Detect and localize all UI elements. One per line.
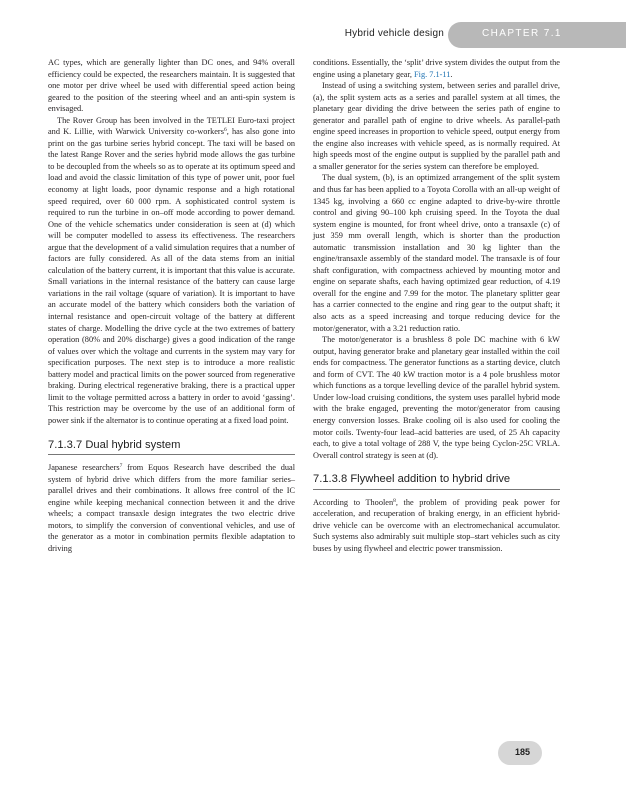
reference-superscript[interactable]: 8 bbox=[393, 497, 396, 504]
paragraph: Instead of using a switching system, between series and parallel drive, (a), the split system acts as a series and parallel system at all times, the planetary gear dividing the drive between the series path of engine to generator and parallel path of engine to drive wheels. As parallel-path engine speed increases in proportion to vehicle speed, output energy from the engine also increases with vehicle speed, as is normally required. At high speeds most of the engine output is supplied by the parallel path and a smaller generator for the series system can therefore be employed. bbox=[313, 81, 560, 171]
paragraph: conditions. Essentially, the ‘split’ drive system divides the output from the engine using a planetary gear, Fig. 7.1-11. bbox=[313, 58, 560, 79]
reference-superscript[interactable]: 7 bbox=[119, 463, 123, 470]
paragraph: The Rover Group has been involved in the TETLEI Euro-taxi project and K. Lillie, with Warwick University co-workers$^6$, has also gone into print on the gas turbine series hybrid concept. The taxi will be based on the latest Range Rover and the series hybrid mode allows the gas turbine to be decoupled from the wheels so as to operate at its optimum speed and load and avoid the classic limitation of this type of power unit, poor fuel economy at light loads, poor dynamic response and a high rotational speed required, over 60 000 rpm. A sophisticated control system is required to run the turbine in on–off mode according to power demand. One of the vehicle schematics under consideration is seen at (d) which will be computer modelled to assess its effectiveness. The researchers argue that the development of a valid simulation requires that a number of factors are fully considered. As all of the data stems from an initial calculation of the battery current, it is important that this value is accurate. Small variations in the internal resistance of the battery can cause large variations in the rail voltage (square of variation). It is important to have an accurate model of the battery which considers both the variation of internal resistance and open-circuit voltage of the battery at different states of charge. Modelling the drive cycle at the two extremes of battery operation (80% and 20% discharge) gives a good indication of the range of values over which the voltage and currents in the system may vary for specification purposes. The next step is to introduce a more realistic battery model and practical limits on the power sourced from regenerative braking. During electrical regenerative braking, there is a practical upper limit to the voltage permitted across a battery in order to avoid ‘gassing’. This restriction may be overcome by the use of an additional form of power sink if the alternator is to continue operating at a fixed load point. bbox=[48, 115, 295, 425]
running-title: Hybrid vehicle design bbox=[344, 28, 444, 39]
section-heading: 7.1.3.8 Flywheel addition to hybrid drive bbox=[313, 474, 560, 490]
paragraph: According to Thoolen$^8$, the problem of providing peak power for acceleration, and recuperation of braking energy, in an efficient hybrid-drive vehicle can be overcome with an electromechanical accumulator. Such systems also admirably suit multiple stop–start vehicles such as city buses by using flywheel and electric power transmission. bbox=[313, 497, 560, 553]
paragraph: Japanese researchers$^7$ from Equos Research have described the dual system of hybrid drive which differs from the more familiar series–parallel drives and their combinations. It allows free control of the IC engine while keeping mechanical connection between it and the drive wheels; a compact transaxle design integrates the two electric drive motors, to simplify the conversion of conventional vehicles, and use of the generator as a motor in combination permits flexible adaptation to driving bbox=[48, 463, 296, 553]
section-heading: 7.1.3.7 Dual hybrid system bbox=[48, 440, 295, 456]
chapter-label: CHAPTER 7.1 bbox=[482, 28, 562, 39]
figure-link[interactable]: Fig. 7.1-11 bbox=[414, 69, 451, 79]
left-column bbox=[48, 57, 295, 554]
right-column bbox=[313, 57, 560, 554]
paragraph: AC types, which are generally lighter than DC ones, and 94% overall efficiency could be expected, the researchers maintain. It is suggested that one motor per drive wheel be used with differential speed action being geared to the position of the steering wheel and an anti-spin system is envisaged. bbox=[48, 58, 295, 114]
page-number-badge bbox=[498, 741, 542, 765]
paragraph: The motor/generator is a brushless 8 pole DC machine with 6 kW output, having generator brake and planetary gear installed within the coil ends for compactness. The generator functions as a starting device, clutch and form of CVT. The 40 kW traction motor is a 4 pole brushless motor which functions as a torque levelling device of the parallel hybrid system. Under low-load cruising conditions, the system uses parallel hybrid mode with the brake engaged, preventing the motor/generator from causing energy conversion losses. Brake cooling oil is also used for cooling the motor coils. Twenty-four lead–acid batteries are used, of 25 Ah capacity each, to give a total voltage of 288 V, the type being Cyclon-25C VRLA. Overall control strategy is seen at (d). bbox=[313, 335, 560, 460]
running-header bbox=[0, 22, 626, 48]
page-number: 185 bbox=[515, 747, 531, 757]
reference-superscript[interactable]: 6 bbox=[223, 127, 227, 134]
paragraph: The dual system, (b), is an optimized arrangement of the split system and thus far has been applied to a Toyota Corolla with an all-up weight of 1345 kg, involving a 660 cc engine adapted to drive-by-wire throttle control and giving 90–100 kph cruising speed. In the Toyota the dual system engine is mounted, for front wheel drive, onto a transaxle (c) of just 359 mm overall length, which is shorter than the production automatic transmission installation and 30 kg lighter than the engine/transaxle assembly of the standard model. The transaxle is of four shaft configuration, with compactness achieved by mounting motor and engine on separate shafts, each having optimized gear reduction, of 4.19 overall for the engine and 7.99 for the motor. The planetary splitter gear has a carrier connected to the engine and ring gear to the output shaft; it also acts as a speed increasing and torque reducing device for the motor/generator, with a 3.21 reduction ratio. bbox=[313, 173, 560, 333]
